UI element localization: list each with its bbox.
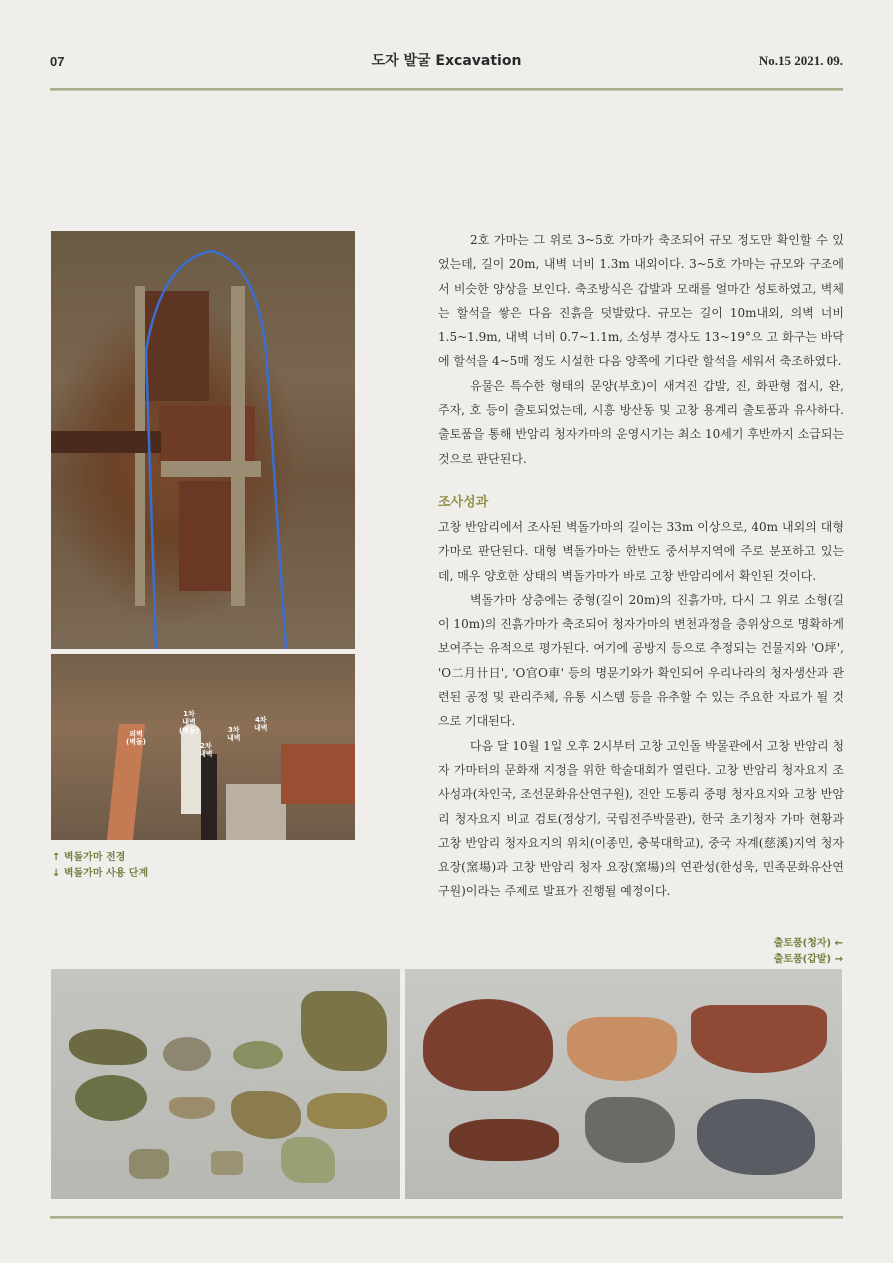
paragraph: 유물은 특수한 형태의 문양(부호)이 새겨진 갑발, 진, 화판형 접시, 완, 주자, 호 등이 출토되었는데, 시흥 방산동 및 고창 용계리 출토품과 유사하다. 출토품을 통해 반암리 청자가마의 운영시기는 최소 10세기 후반까지 소급되는 것으로 판단된다. [438,378,844,466]
label-second-wall: 2차 내벽 [199,742,213,759]
section-title: 도자 발굴 Excavation [371,53,522,69]
caption-kiln-stages: ↓ 벽돌가마 사용 단계 [52,868,149,879]
section-heading: 조사성과 [438,494,489,510]
page-number: 07 [50,54,65,69]
brick-kiln-stages-photo [51,654,355,840]
caption-celadon: 출토품(청자) ← [773,938,843,949]
label-third-wall: 3차 내벽 [227,726,241,743]
header-rule [50,88,843,91]
celadon-artifacts-photo [51,969,400,1199]
caption-kiln-overview: ↑ 벽돌가마 전경 [52,852,126,863]
paragraph: 벽돌가마 상층에는 중형(길이 20m)의 진흙가마, 다시 그 위로 소형(길이 10m)의 진흙가마가 축조되어 청자가마의 변천과정을 층위상으로 명확하게 보여주는 유적으로 평가된다. 여기에 공방지 등으로 추정되는 건물지와 'O坪', 'O二月卄日', 'O官O車' 등의 명문기와가 확인되어 우리나라의 청자생산과 관련된 공정 및 관리주체, 유통 시스템 등을 유추할 수 있는 주요한 자료가 될 것으로 기대된다. [438,592,844,729]
caption-capsule: 출토품(갑발) → [773,954,843,965]
paragraph: 고창 반암리에서 조사된 벽돌가마의 길이는 33m 이상으로, 40m 내외의 대형 가마로 판단된다. 대형 벽돌가마는 한반도 중서부지역에 주로 분포하고 있는데, 매우 양호한 상태의 벽돌가마가 바로 고창 반암리에서 확인된 것이다. [438,519,844,583]
issue-info: No.15 2021. 09. [758,53,843,68]
kiln-outline-icon [51,231,355,649]
article-body [438,228,844,904]
brick-kiln-overview-photo [51,231,355,649]
paragraph: 다음 달 10월 1일 오후 2시부터 고창 고인돌 박물관에서 고창 반암리 청자 가마터의 문화재 지정을 위한 학술대회가 열린다. 고창 반암리 청자요지 조사성과(차인국, 조선문화유산연구원), 진안 도통리 중평 청자요지와 고창 반암리 청자요지 비교 검토(정상기, 국립전주박물관), 한국 초기청자 가마 현황과 고창 반암리 청자요지의 위치(이종민, 충북대학교), 중국 자계(慈溪)지역 청자 요장(窯場)과 고창 반암리 청자 요장(窯場)의 연관성(한성욱, 민족문화유산연구원)이라는 주제로 발표가 진행될 예정이다. [438,738,844,899]
paragraph: 2호 가마는 그 위로 3~5호 가마가 축조되어 규모 정도만 확인할 수 있었는데, 길이 20m, 내벽 너비 1.3m 내외이다. 3~5호 가마는 규모와 구조에서 비슷한 양상을 보인다. 축조방식은 갑발과 모래를 얼마간 성토하였고, 벽체는 할석을 쌓은 다음 진흙을 덧발랐다. 규모는 길이 10m내외, 의벽 너비 1.5~1.9m, 내벽 너비 0.7~1.1m, 소성부 경사도 13~19°으 고 화구는 바닥에 할석을 4~5매 정도 시설한 다음 양쪽에 기다란 할석을 세워서 축조하였다. [438,233,844,369]
footer-rule [50,1216,843,1219]
page-header [50,48,843,78]
saggar-artifacts-photo [405,969,842,1199]
label-first-wall: 1차 내벽 (벽돌) [179,710,199,735]
label-outer-wall: 외벽 (벽돌) [126,730,146,747]
label-fourth-wall: 4차 내벽 [254,716,268,733]
